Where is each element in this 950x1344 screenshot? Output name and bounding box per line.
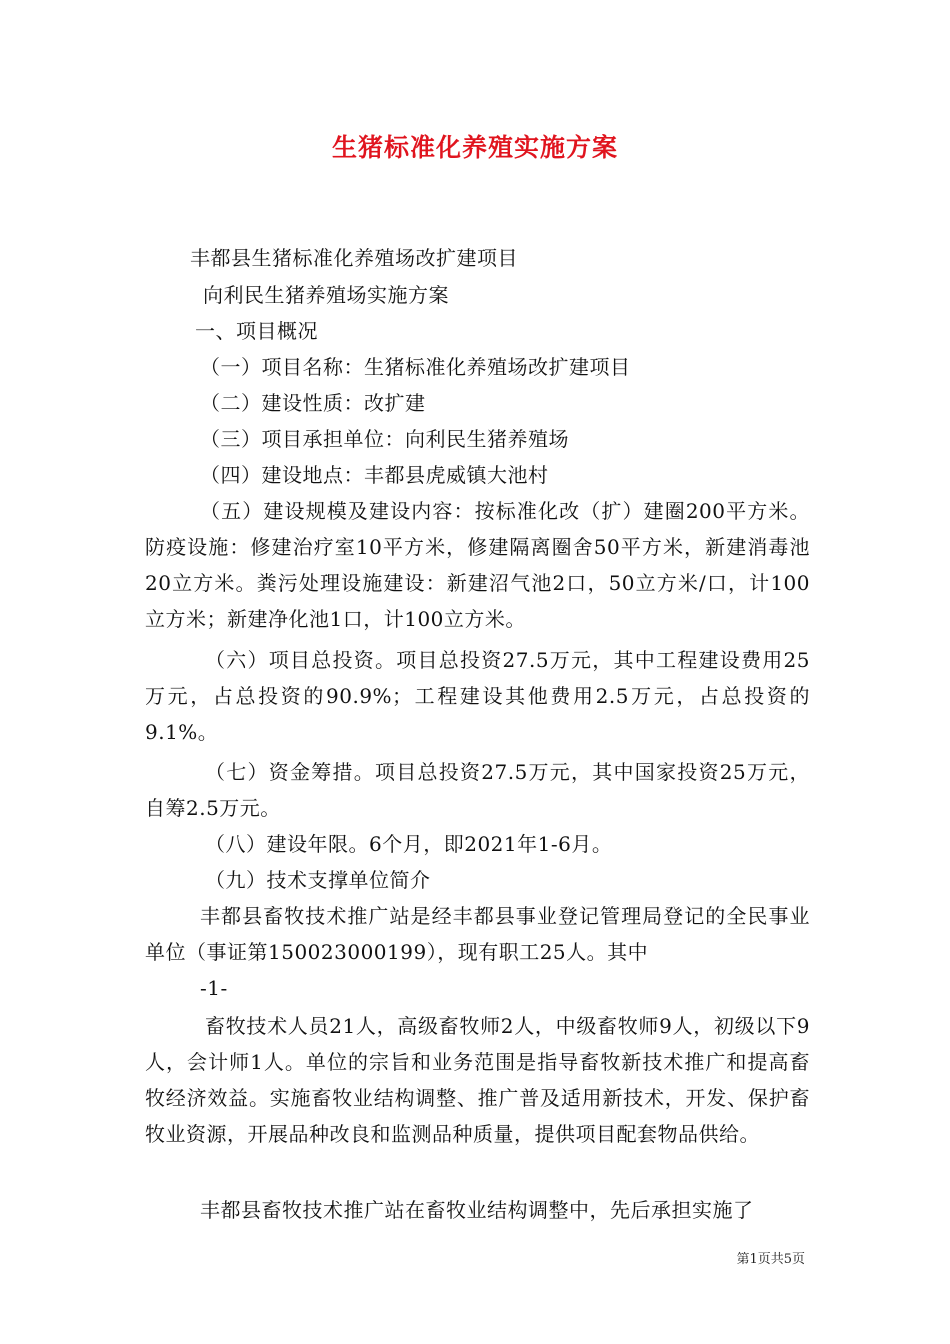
item-duration: （八）建设年限。6个月，即2021年1-6月。 [205,832,613,856]
item-scale-content: （五）建设规模及建设内容：按标准化改（扩）建圈200平方米。防疫设施：修建治疗室10平方米，修建隔离圈舍50平方米，新建消毒池20立方米。粪污处理设施建设：新建沼气池2口，50立方米/口，计100立方米；新建净化池1口，计100立方米。 [145,499,810,631]
document-title: 生猪标准化养殖实施方案 [331,133,618,162]
page-marker: -1- [200,976,228,1000]
paragraph-station-intro: 丰都县畜牧技术推广站是经丰都县事业登记管理局登记的全民事业单位（事证第150023000199），现有职工25人。其中 [145,904,810,964]
plan-heading: 向利民生猪养殖场实施方案 [203,283,449,307]
item-total-investment: （六）项目总投资。项目总投资27.5万元，其中工程建设费用25万元，占总投资的90.9%；工程建设其他费用2.5万元，占总投资的9.1%。 [145,648,810,744]
paragraph-station-work: 丰都县畜牧技术推广站在畜牧业结构调整中，先后承担实施了 [200,1198,754,1222]
item-location: （四）建设地点：丰都县虎威镇大池村 [200,463,549,487]
item-undertaking-unit: （三）项目承担单位：向利民生猪养殖场 [200,427,569,451]
item-construction-nature: （二）建设性质：改扩建 [200,391,426,415]
paragraph-staff: 畜牧技术人员21人，高级畜牧师2人，中级畜牧师9人，初级以下9人，会计师1人。单位的宗旨和业务范围是指导畜牧新技术推广和提高畜牧经济效益。实施畜牧业结构调整、推广普及适用新技术，开发、保护畜牧业资源，开展品种改良和监测品种质量，提供项目配套物品供给。 [145,1014,810,1146]
project-heading: 丰都县生猪标准化养殖场改扩建项目 [190,246,518,270]
item-funding: （七）资金筹措。项目总投资27.5万元，其中国家投资25万元，自筹2.5万元。 [145,760,810,820]
item-project-name: （一）项目名称：生猪标准化养殖场改扩建项目 [200,355,631,379]
item-tech-support: （九）技术支撑单位简介 [205,868,431,892]
section-heading: 一、项目概况 [195,319,318,343]
page-number: 第1页共5页 [736,1252,805,1267]
